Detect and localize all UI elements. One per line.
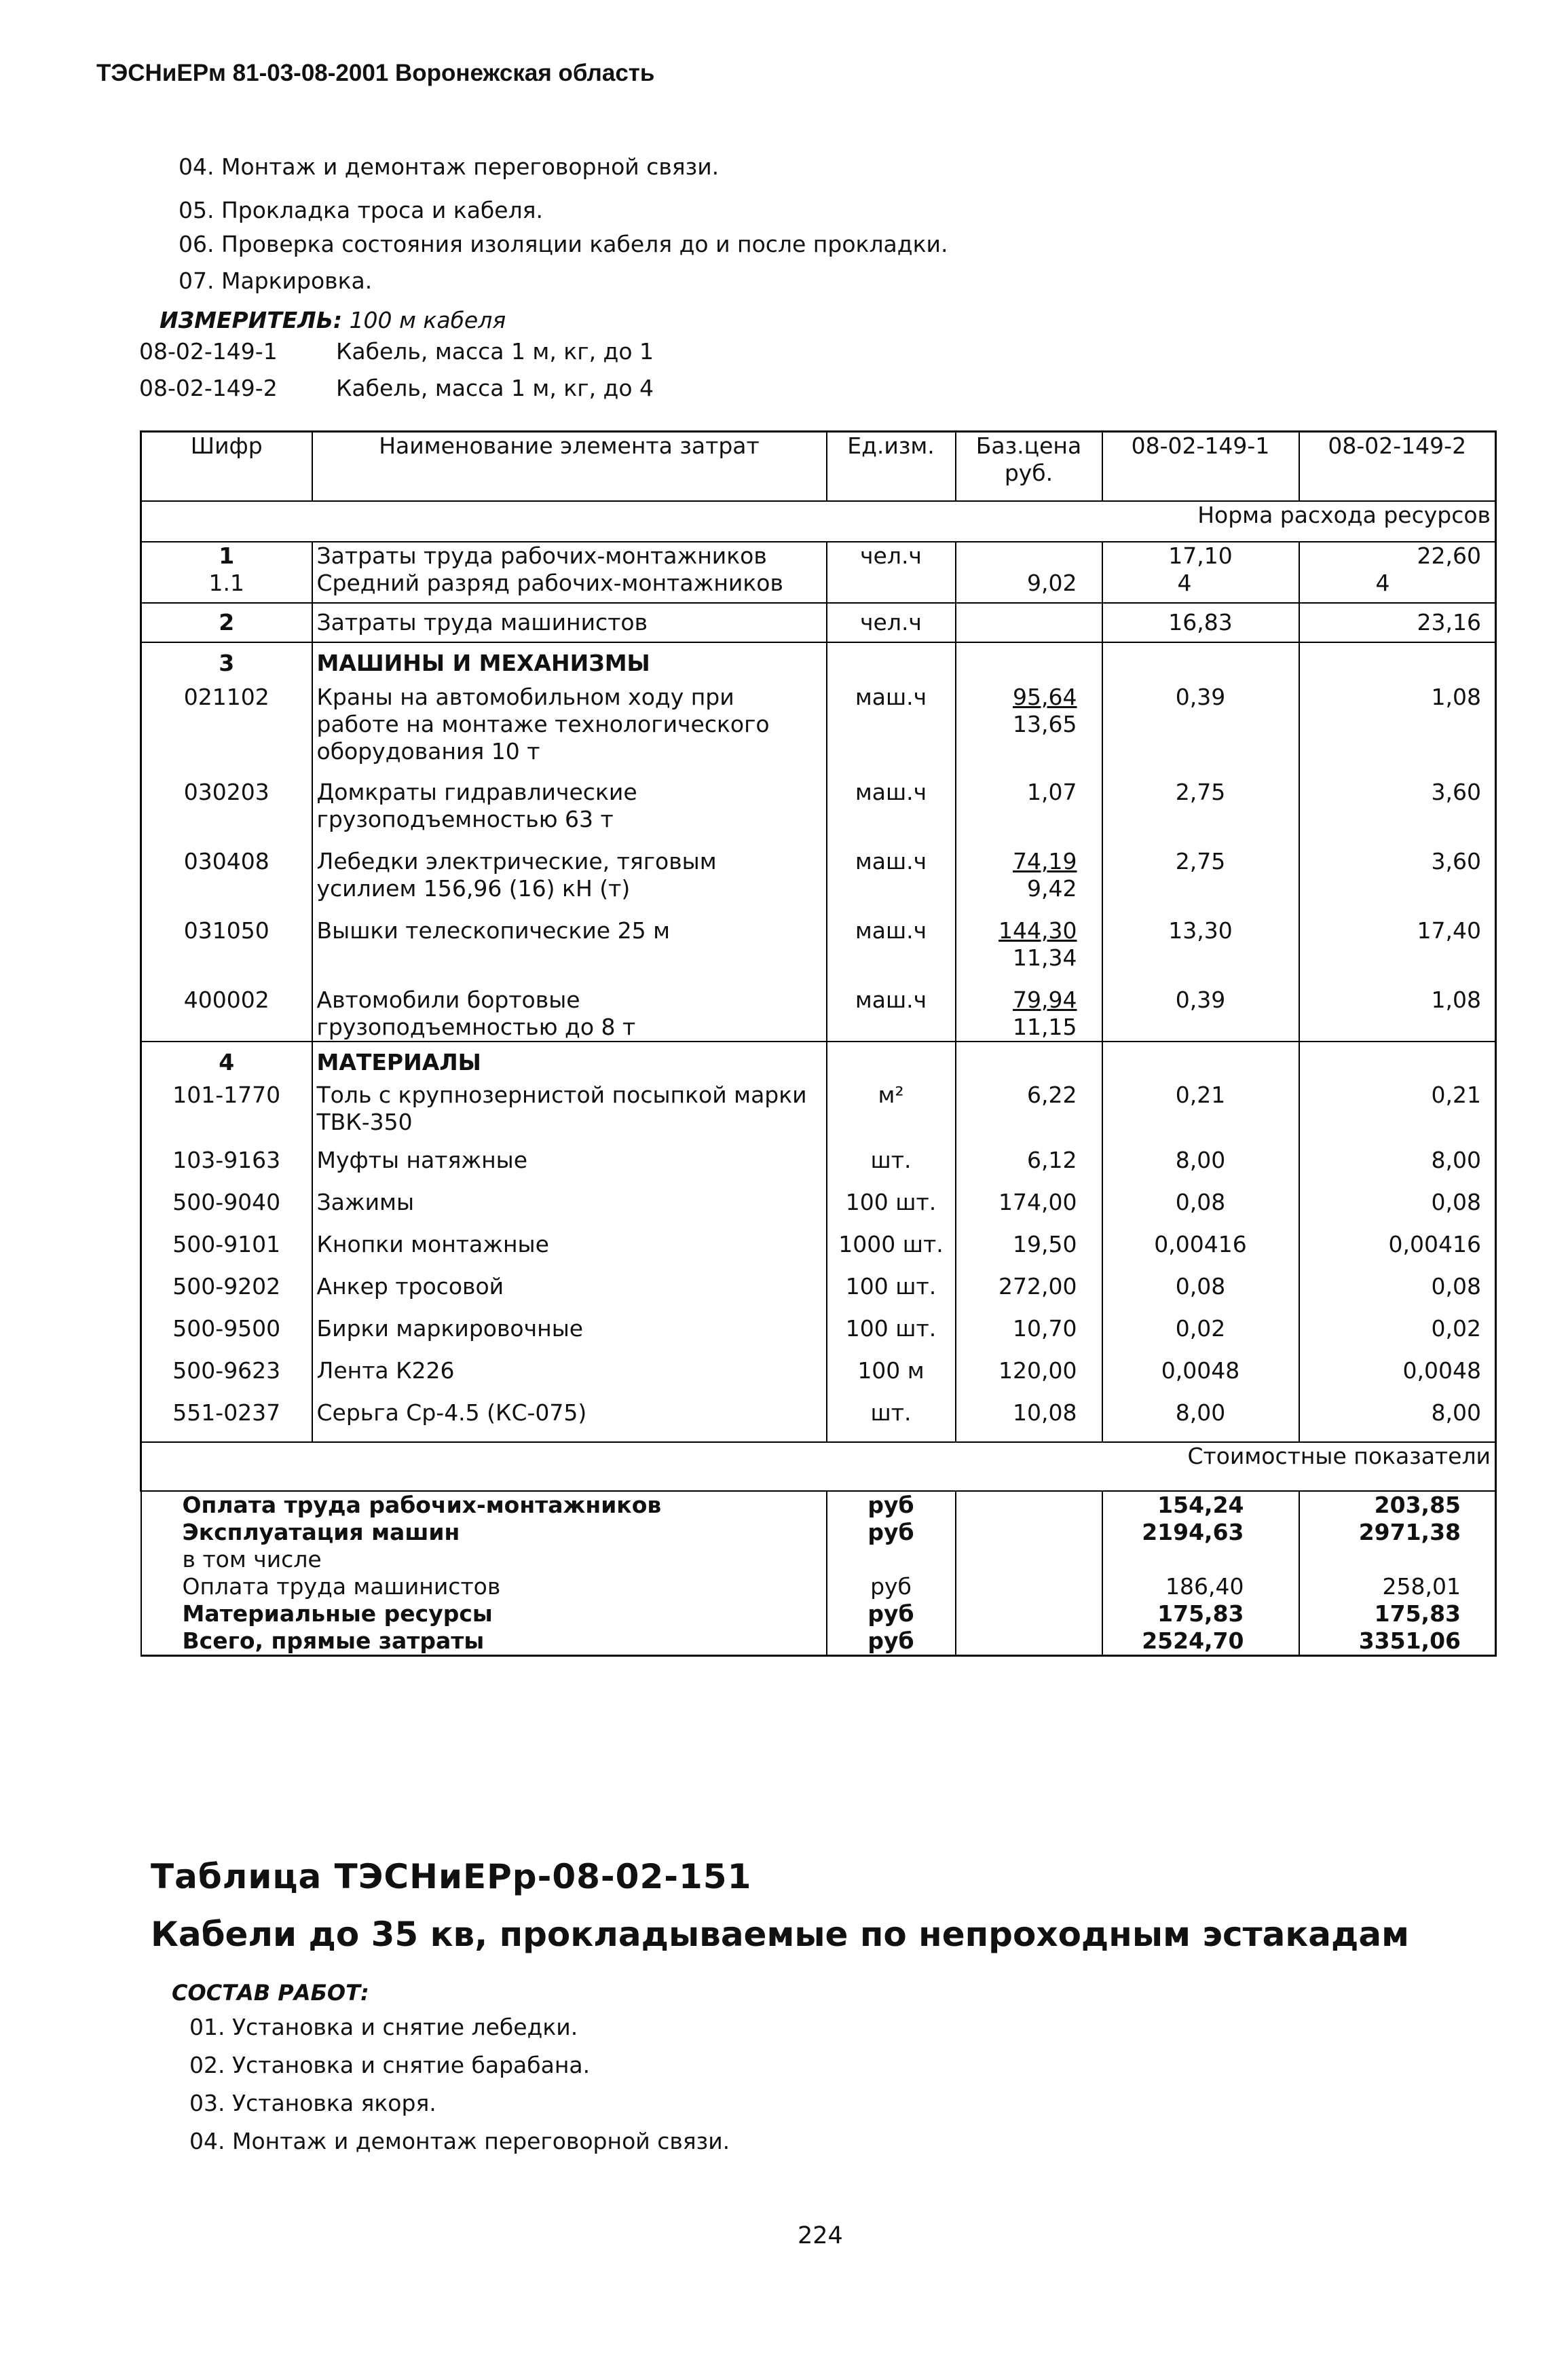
row-unit: шт.	[827, 1399, 956, 1442]
page-number: 224	[798, 2222, 843, 2249]
table-row	[141, 1189, 1496, 1231]
section-row	[141, 1042, 1496, 1082]
row-code: 030203	[141, 765, 312, 833]
table-row	[141, 1147, 1496, 1189]
row-v1: 2,75	[1102, 765, 1299, 833]
row-name: Затраты труда машинистов	[312, 603, 827, 642]
row-v1: 17,10	[1102, 542, 1299, 570]
row-v1: 8,00	[1102, 1147, 1299, 1189]
summary-unit: руб	[827, 1491, 956, 1519]
row-v1: 0,02	[1102, 1315, 1299, 1357]
table-row	[141, 542, 1496, 570]
row-unit: 1000 шт.	[827, 1231, 956, 1273]
row-name: Автомобили бортовые грузоподъемностью до 8 т	[312, 972, 827, 1042]
row-unit: чел.ч	[827, 603, 956, 642]
summary-v2: 2971,38	[1299, 1519, 1496, 1546]
row-unit: маш.ч	[827, 972, 956, 1042]
row-price: 19,50	[956, 1231, 1102, 1273]
section-row	[141, 642, 1496, 684]
row-name: Средний разряд рабочих-монтажников	[312, 570, 827, 603]
row-code: 500-9500	[141, 1315, 312, 1357]
row-code: 400002	[141, 972, 312, 1042]
row-code: 500-9040	[141, 1189, 312, 1231]
row-v2: 4	[1299, 570, 1496, 603]
work-item: 02. Установка и снятие барабана.	[189, 2052, 591, 2078]
row-v2: 3,60	[1299, 765, 1496, 833]
summary-row	[141, 1491, 1496, 1519]
row-name: Серьга Ср-4.5 (КС-075)	[312, 1399, 827, 1442]
row-code: 500-9202	[141, 1273, 312, 1315]
summary-unit: руб	[827, 1600, 956, 1627]
row-v1: 2,75	[1102, 833, 1299, 902]
row-name: Муфты натяжные	[312, 1147, 827, 1189]
row-unit: маш.ч	[827, 902, 956, 972]
work-item: 04. Монтаж и демонтаж переговорной связи.	[189, 2128, 730, 2154]
code-desc: Кабель, масса 1 м, кг, до 4	[336, 375, 654, 401]
row-unit: 100 шт.	[827, 1273, 956, 1315]
summary-v2	[1299, 1546, 1496, 1573]
table-row	[141, 1082, 1496, 1147]
row-v2: 8,00	[1299, 1399, 1496, 1442]
work-item: 04. Монтаж и демонтаж переговорной связи.	[179, 153, 720, 180]
row-v2: 0,08	[1299, 1273, 1496, 1315]
work-item: 07. Маркировка.	[179, 268, 373, 294]
row-code: 031050	[141, 902, 312, 972]
summary-v1: 2194,63	[1102, 1519, 1299, 1546]
row-price: 74,19 9,42	[956, 833, 1102, 902]
table-row	[141, 765, 1496, 833]
summary-v1: 175,83	[1102, 1600, 1299, 1627]
measure-label: ИЗМЕРИТЕЛЬ:	[160, 307, 343, 333]
row-code: 103-9163	[141, 1147, 312, 1189]
row-unit: м²	[827, 1082, 956, 1147]
row-unit: маш.ч	[827, 765, 956, 833]
row-name: Лебедки электрические, тяговым усилием 156,96 (16) кН (т)	[312, 833, 827, 902]
work-item: 05. Прокладка троса и кабеля.	[179, 197, 544, 223]
work-item: 03. Установка якоря.	[189, 2090, 436, 2116]
table-row	[141, 833, 1496, 902]
row-v2: 0,08	[1299, 1189, 1496, 1231]
col-header-v1: 08-02-149-1	[1102, 432, 1299, 502]
row-v2: 1,08	[1299, 972, 1496, 1042]
sostav-label: СОСТАВ РАБОТ:	[172, 1980, 369, 2006]
measure-line	[160, 307, 506, 333]
row-name: Краны на автомобильном ходу при работе на монтаже технологического оборудования 10 т	[312, 684, 827, 765]
summary-v2: 203,85	[1299, 1491, 1496, 1519]
row-price: 9,02	[956, 570, 1102, 603]
summary-v2: 175,83	[1299, 1600, 1496, 1627]
row-code: 551-0237	[141, 1399, 312, 1442]
row-name: Анкер тросовой	[312, 1273, 827, 1315]
row-v1: 0,08	[1102, 1273, 1299, 1315]
row-price: 79,94 11,15	[956, 972, 1102, 1042]
row-name: Зажимы	[312, 1189, 827, 1231]
row-unit: шт.	[827, 1147, 956, 1189]
summary-unit: руб	[827, 1627, 956, 1656]
measure-value: 100 м кабеля	[349, 307, 506, 333]
row-name: Лента К226	[312, 1357, 827, 1399]
section-title: МАТЕРИАЛЫ	[312, 1042, 827, 1082]
row-v2: 3,60	[1299, 833, 1496, 902]
row-code: 030408	[141, 833, 312, 902]
row-v1: 4	[1102, 570, 1299, 603]
row-v2: 0,0048	[1299, 1357, 1496, 1399]
row-name: Бирки маркировочные	[312, 1315, 827, 1357]
row-price	[956, 603, 1102, 642]
norm-label: Норма расхода ресурсов	[141, 501, 1496, 542]
table-row	[141, 603, 1496, 642]
table-row	[141, 1231, 1496, 1273]
table-row	[141, 972, 1496, 1042]
row-v1: 0,21	[1102, 1082, 1299, 1147]
row-v2: 0,21	[1299, 1082, 1496, 1147]
summary-row	[141, 1600, 1496, 1627]
summary-v1: 154,24	[1102, 1491, 1299, 1519]
summary-v1	[1102, 1546, 1299, 1573]
document-header: ТЭСНиЕРм 81-03-08-2001 Воронежская область	[96, 60, 655, 86]
row-v1: 13,30	[1102, 902, 1299, 972]
row-unit: 100 шт.	[827, 1315, 956, 1357]
summary-v1: 2524,70	[1102, 1627, 1299, 1656]
code-line	[139, 375, 654, 401]
work-item: 06. Проверка состояния изоляции кабеля до и после прокладки.	[179, 231, 948, 257]
table-row	[141, 1399, 1496, 1442]
row-price: 6,12	[956, 1147, 1102, 1189]
resource-table	[140, 430, 1497, 1657]
next-table-subtitle: Кабели до 35 кв, прокладываемые по непроходным эстакадам	[151, 1915, 1410, 1954]
table-header-row	[141, 432, 1496, 502]
row-name: Домкраты гидравлические грузоподъемностью 63 т	[312, 765, 827, 833]
row-unit	[827, 570, 956, 603]
summary-label: Оплата труда машинистов	[141, 1573, 827, 1600]
row-v1: 0,39	[1102, 972, 1299, 1042]
row-v2: 23,16	[1299, 603, 1496, 642]
summary-unit: руб	[827, 1519, 956, 1546]
summary-unit: руб	[827, 1573, 956, 1600]
code-desc: Кабель, масса 1 м, кг, до 1	[336, 338, 654, 365]
summary-v2: 258,01	[1299, 1573, 1496, 1600]
code: 08-02-149-2	[139, 375, 278, 401]
row-v1: 0,00416	[1102, 1231, 1299, 1273]
col-header-name: Наименование элемента затрат	[312, 432, 827, 502]
table-row	[141, 1273, 1496, 1315]
summary-label: в том числе	[141, 1546, 827, 1573]
row-unit: 100 шт.	[827, 1189, 956, 1231]
row-v1: 0,39	[1102, 684, 1299, 765]
cost-label: Стоимостные показатели	[141, 1442, 1496, 1491]
row-v2: 22,60	[1299, 542, 1496, 570]
row-v1: 8,00	[1102, 1399, 1299, 1442]
row-name: Вышки телескопические 25 м	[312, 902, 827, 972]
row-name: Кнопки монтажные	[312, 1231, 827, 1273]
row-price: 120,00	[956, 1357, 1102, 1399]
col-header-price: Баз.цена руб.	[956, 432, 1102, 502]
table-row	[141, 570, 1496, 603]
row-v2: 17,40	[1299, 902, 1496, 972]
table-row	[141, 902, 1496, 972]
row-v1: 0,08	[1102, 1189, 1299, 1231]
col-header-unit: Ед.изм.	[827, 432, 956, 502]
row-v1: 0,0048	[1102, 1357, 1299, 1399]
summary-v2: 3351,06	[1299, 1627, 1496, 1656]
section-code: 3	[141, 642, 312, 684]
col-header-v2: 08-02-149-2	[1299, 432, 1496, 502]
row-unit: чел.ч	[827, 542, 956, 570]
row-code: 1.1	[141, 570, 312, 603]
col-header-code: Шифр	[141, 432, 312, 502]
row-code: 101-1770	[141, 1082, 312, 1147]
row-v2: 8,00	[1299, 1147, 1496, 1189]
row-code: 2	[141, 603, 312, 642]
summary-v1: 186,40	[1102, 1573, 1299, 1600]
row-price: 272,00	[956, 1273, 1102, 1315]
row-v2: 1,08	[1299, 684, 1496, 765]
next-table-title: Таблица ТЭСНиЕРр-08-02-151	[151, 1857, 752, 1896]
summary-row	[141, 1519, 1496, 1546]
code-line	[139, 338, 654, 365]
row-price	[956, 542, 1102, 570]
row-v1: 16,83	[1102, 603, 1299, 642]
row-price: 1,07	[956, 765, 1102, 833]
summary-row	[141, 1546, 1496, 1573]
summary-unit	[827, 1546, 956, 1573]
cost-row	[141, 1442, 1496, 1491]
section-code: 4	[141, 1042, 312, 1082]
row-name: Толь с крупнозернистой посыпкой марки ТВК-350	[312, 1082, 827, 1147]
summary-label: Оплата труда рабочих-монтажников	[141, 1491, 827, 1519]
row-price: 144,30 11,34	[956, 902, 1102, 972]
row-code: 1	[141, 542, 312, 570]
row-price: 6,22	[956, 1082, 1102, 1147]
row-unit: 100 м	[827, 1357, 956, 1399]
table-row	[141, 1357, 1496, 1399]
summary-label: Эксплуатация машин	[141, 1519, 827, 1546]
work-item: 01. Установка и снятие лебедки.	[189, 2014, 578, 2040]
row-name: Затраты труда рабочих-монтажников	[312, 542, 827, 570]
row-code: 500-9623	[141, 1357, 312, 1399]
summary-label: Материальные ресурсы	[141, 1600, 827, 1627]
summary-row	[141, 1627, 1496, 1656]
row-unit: маш.ч	[827, 833, 956, 902]
summary-row	[141, 1573, 1496, 1600]
section-title: МАШИНЫ И МЕХАНИЗМЫ	[312, 642, 827, 684]
table-row	[141, 1315, 1496, 1357]
row-code: 500-9101	[141, 1231, 312, 1273]
row-price: 95,64 13,65	[956, 684, 1102, 765]
summary-label: Всего, прямые затраты	[141, 1627, 827, 1656]
row-price: 174,00	[956, 1189, 1102, 1231]
code: 08-02-149-1	[139, 338, 278, 365]
row-unit: маш.ч	[827, 684, 956, 765]
table-row	[141, 684, 1496, 765]
row-code: 021102	[141, 684, 312, 765]
norm-row	[141, 501, 1496, 542]
row-price: 10,08	[956, 1399, 1102, 1442]
row-v2: 0,02	[1299, 1315, 1496, 1357]
row-price: 10,70	[956, 1315, 1102, 1357]
row-v2: 0,00416	[1299, 1231, 1496, 1273]
